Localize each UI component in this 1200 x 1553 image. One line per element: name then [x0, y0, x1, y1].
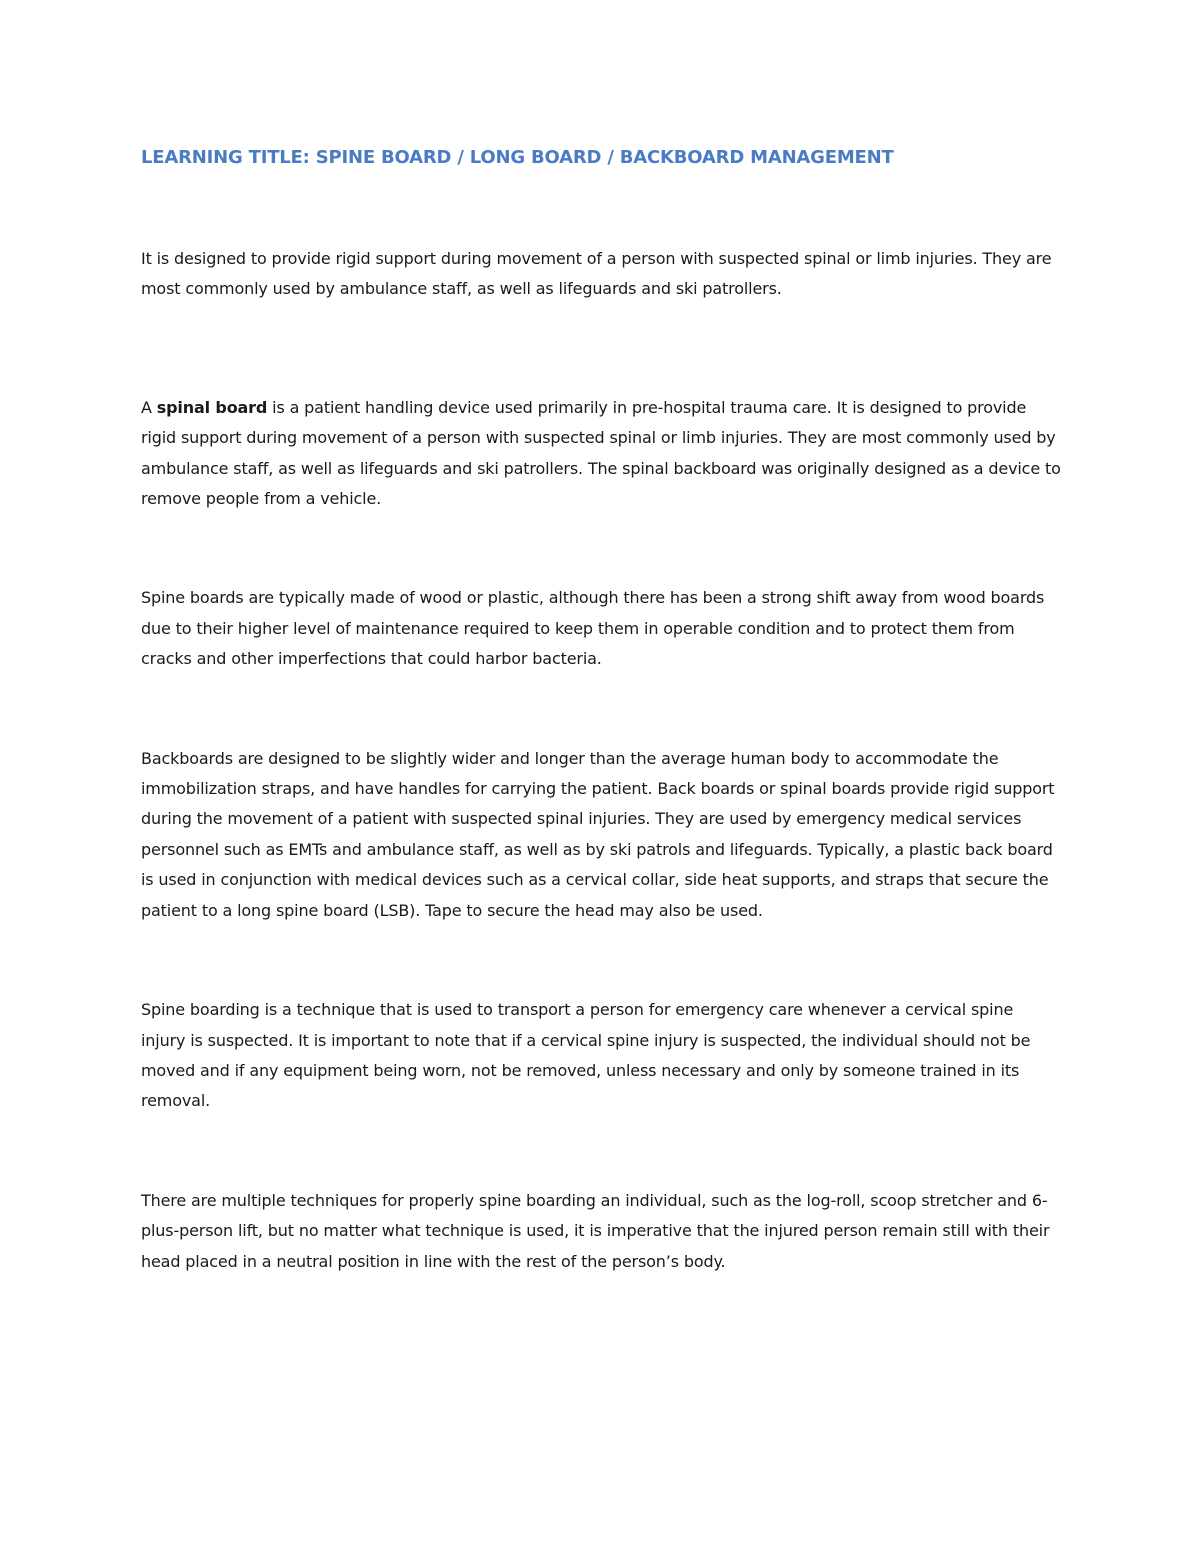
paragraph-techniques: There are multiple techniques for properly spine boarding an individual, such as the log-roll, scoop stretcher and 6-plus-person lift, but no matter what technique is used, it is imperative that the injured person remain still with their head placed in a neutral position in line with the rest of the person’s body.: [141, 1190, 1050, 1271]
paragraph-spine-boarding: Spine boarding is a technique that is used to transport a person for emergency care whenever a cervical spine injury is suspected. It is important to note that if a cervical spine injury is suspected, the individual should not be moved and if any equipment being worn, not be removed, unless necessary and only by someone trained in its removal.: [141, 1000, 1031, 1111]
paragraph-body-text: is a patient handling device used primarily in pre-hospital trauma care. It is designed to provide rigid support during movement of a person with suspected spinal or limb injuries. They are most commonly used by ambulance staff, as well as lifeguards and ski patrollers. The spinal backboard was originally designed as a device to remove people from a vehicle.: [141, 397, 1061, 509]
paragraph-intro: It is designed to provide rigid support during movement of a person with suspected spinal or limb injuries. They are most commonly used by ambulance staff, as well as lifeguards and ski patrollers.: [141, 249, 1052, 299]
paragraph-spinal-board-definition: [141, 393, 1061, 515]
learning-title: LEARNING TITLE: SPINE BOARD / LONG BOARD / BACKBOARD MANAGEMENT: [141, 147, 894, 168]
paragraph-lead-text: A: [141, 397, 157, 417]
document-body: [141, 143, 1061, 1277]
paragraph-backboard-design: Backboards are designed to be slightly wider and longer than the average human body to accommodate the immobilization straps, and have handles for carrying the patient. Back boards or spinal boards provide rigid support during the movement of a patient with suspected spinal injuries. They are used by emergency medical services personnel such as EMTs and ambulance staff, as well as by ski patrols and lifeguards. Typically, a plastic back board is used in conjunction with medical devices such as a cervical collar, side heat supports, and straps that secure the patient to a long spine board (LSB). Tape to secure the head may also be used.: [141, 748, 1055, 920]
paragraph-materials: Spine boards are typically made of wood or plastic, although there has been a strong shift away from wood boards due to their higher level of maintenance required to keep them in operable condition and to protect them from cracks and other imperfections that could harbor bacteria.: [141, 588, 1045, 669]
spinal-board-term: spinal board: [156, 397, 268, 417]
